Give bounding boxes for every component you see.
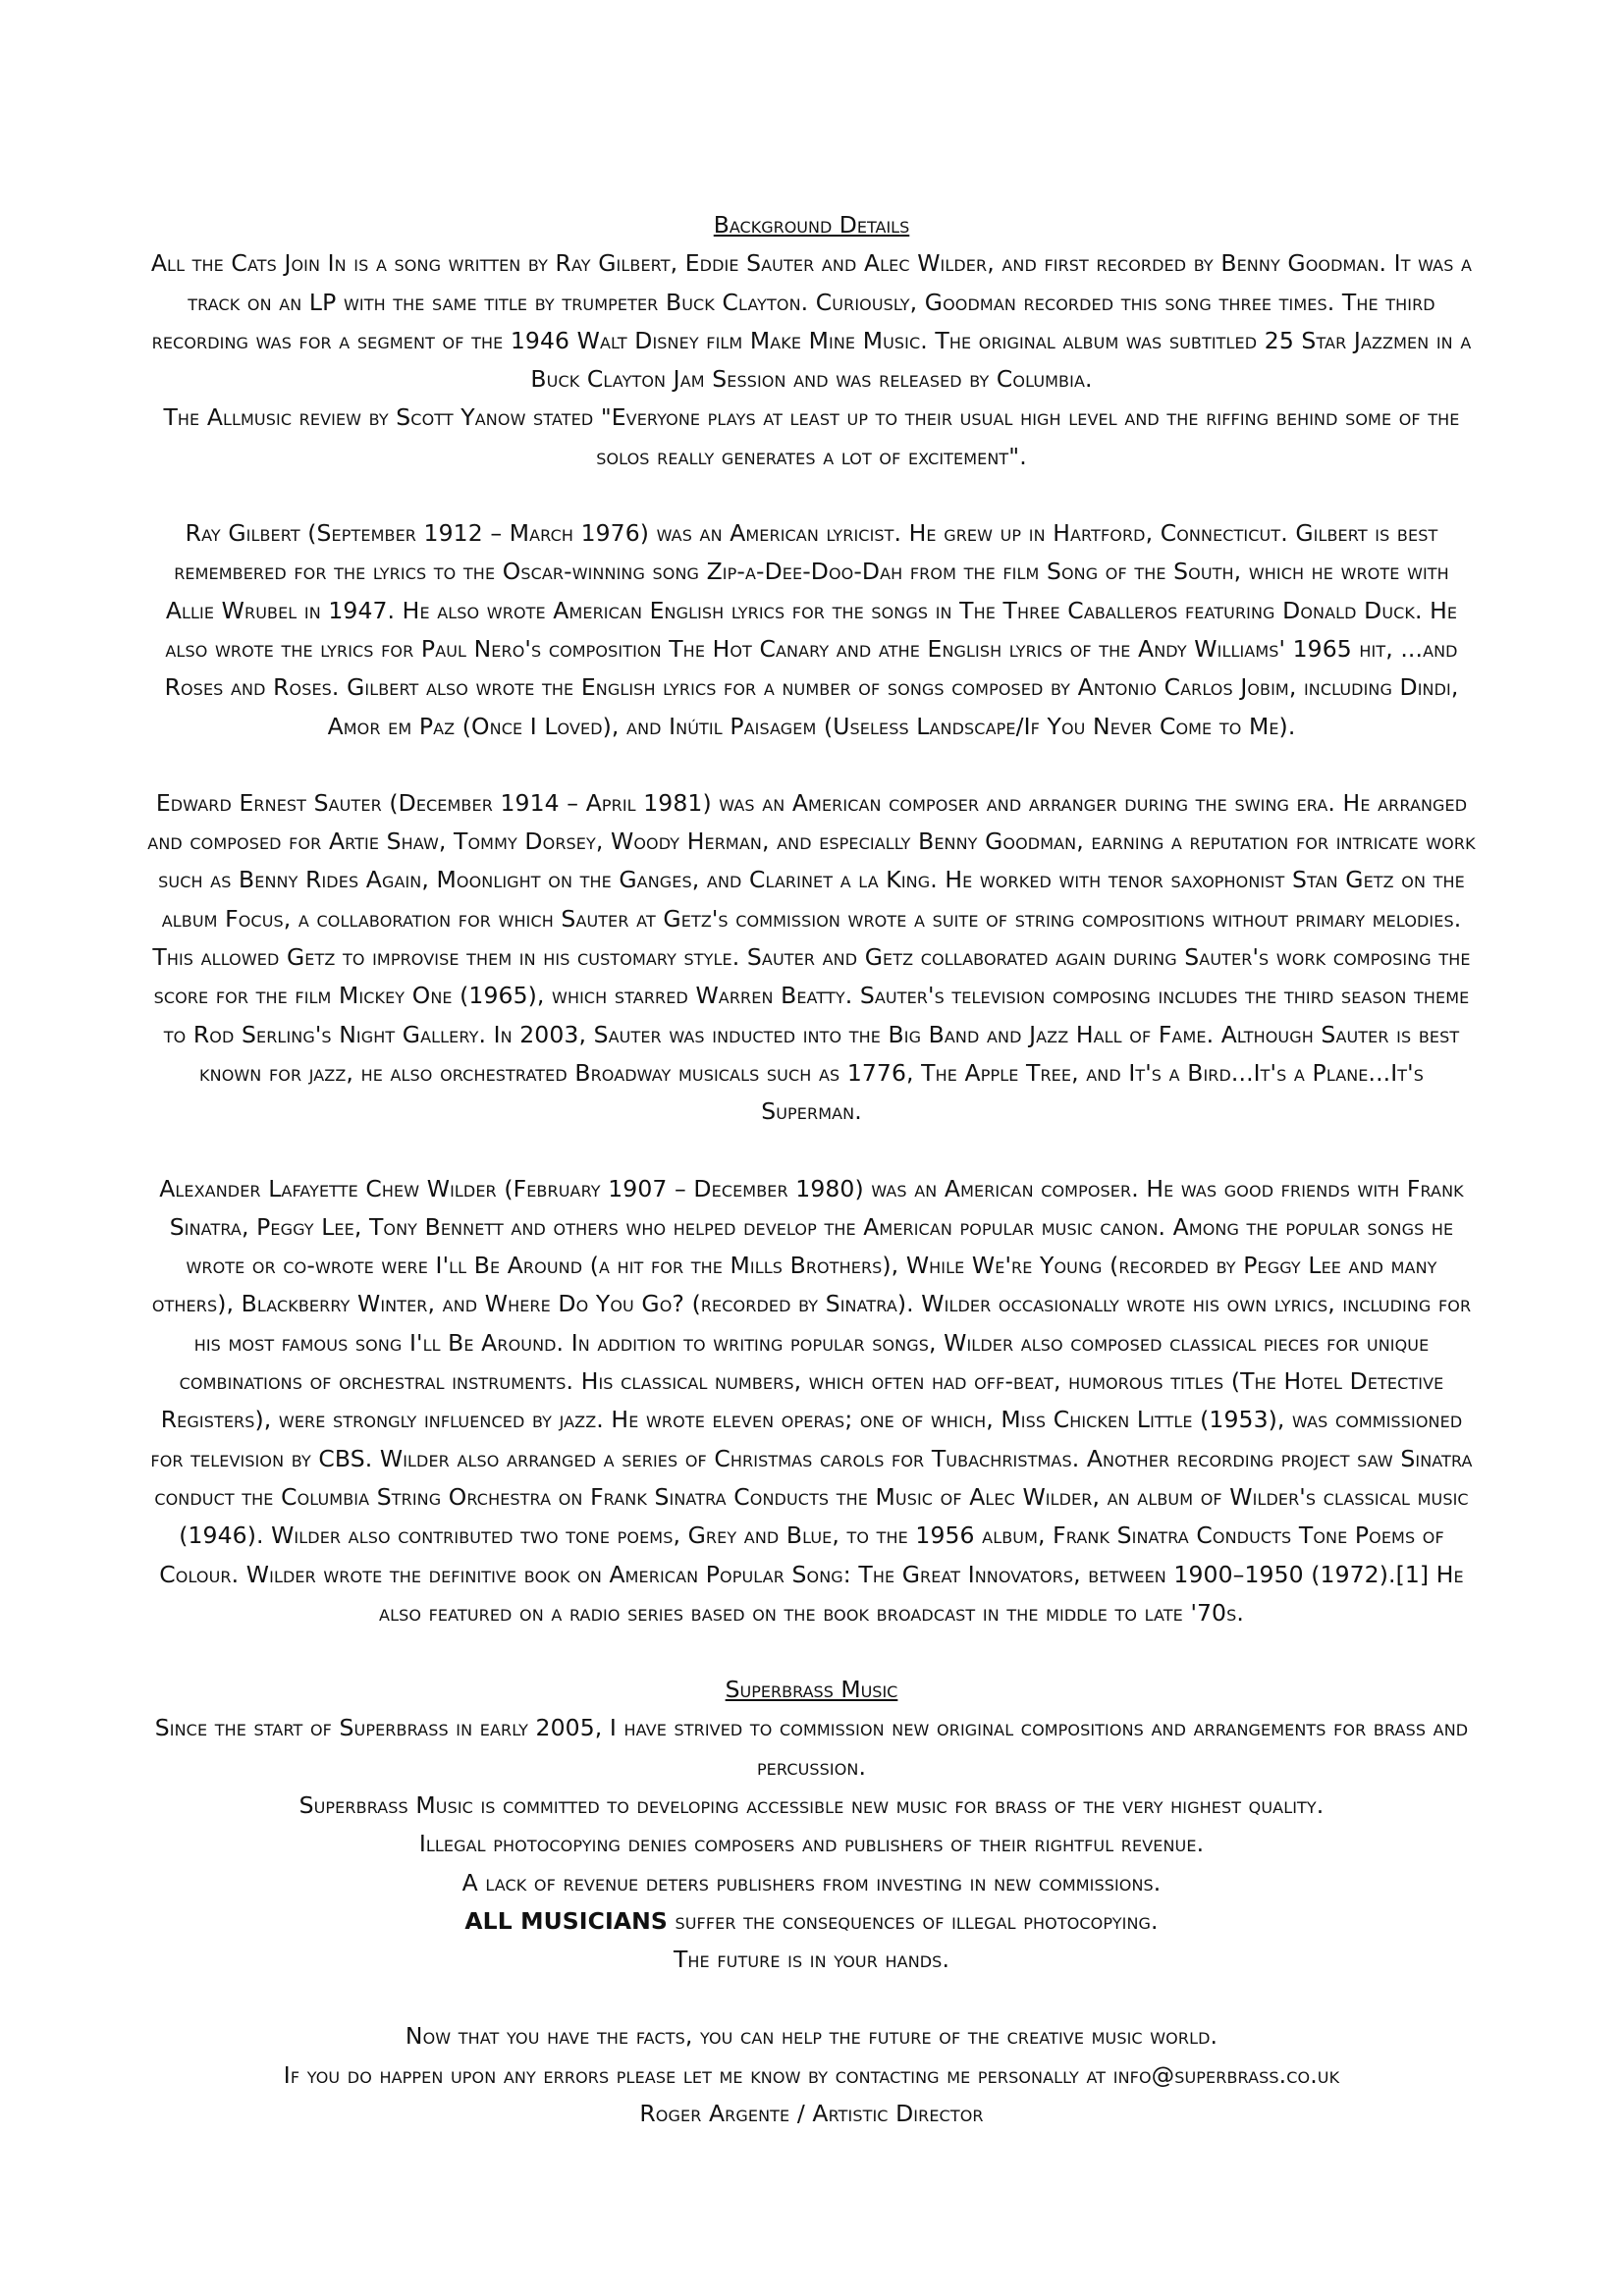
signature: Roger Argente / Artistic Director <box>639 2100 984 2128</box>
superbrass-line-3: Illegal photocopying denies composers and publishers of their rightful revenue. <box>418 1830 1205 1858</box>
superbrass-heading: Superbrass Music <box>725 1676 898 1704</box>
eddie-sauter-bio: Edward Ernest Sauter (December 1914 – April 1981) was an American composer and arranger during the swing era. He arranged and composed for Artie Shaw, Tommy Dorsey, Woody Herman, and especially Benny Goodman, earning a reputation for intricate work such as Benny Rides Again, Moonlight on the Ganges, and Clarinet a la King. He worked with tenor saxophonist Stan Getz on the album Focus, a collaboration for which Sauter at Getz's commission wrote a suite of string compositions without primary melodies. This allowed Getz to improvise them in his customary style. Sauter and Getz collaborated again during Sauter's work composing the score for the film Mickey One (1965), which starred Warren Beatty. Sauter's television composing includes the third season theme to Rod Serling's Night Gallery. In 2003, Sauter was inducted into the Big Band and Jazz Hall of Fame. Although Sauter is best known for jazz, he also orchestrated Broadway musicals such as 1776, The Apple Tree, and It's a Bird...It's a Plane...It's Superman. <box>147 788 1476 1126</box>
all-musicians-emphasis: ALL MUSICIANS <box>464 1906 668 1935</box>
spacer <box>147 1632 1476 1671</box>
background-intro: All the Cats Join In is a song written by Ray Gilbert, Eddie Sauter and Alec Wilder, and first recorded by Benny Goodman. It was a track on an LP with the same title by trumpeter Buck Clayton. Curiously, Goodman recorded this song three times. The third recording was for a segment of the 1946 Walt Disney film Make Mine Music. The original album was subtitled 25 Star Jazzmen in a Buck Clayton Jam Session and was released by Columbia. <box>150 249 1473 394</box>
spacer <box>147 476 1476 514</box>
allmusic-review: The Allmusic review by Scott Yanow stated "Everyone plays at least up to their usual high level and the riffing behind some of the solos really generates a lot of excitement". <box>163 403 1460 470</box>
ray-gilbert-bio: Ray Gilbert (September 1912 – March 1976) was an American lyricist. He grew up in Hartford, Connecticut. Gilbert is best remembered for the lyrics to the Oscar-winning song Zip-a-Dee-Doo-Dah from the film Song of the South, which he wrote with Allie Wrubel in 1947. He also wrote American English lyrics for the songs in The Three Caballeros featuring Donald Duck. He also wrote the lyrics for Paul Nero's composition The Hot Canary and athe English lyrics of the Andy Williams' 1965 hit, ...and Roses and Roses. Gilbert also wrote the English lyrics for a number of songs composed by Antonio Carlos Jobim, including Dindi, Amor em Paz (Once I Loved), and Inútil Paisagem (Useless Landscape/If You Never Come to Me). <box>164 519 1459 740</box>
superbrass-line-2: Superbrass Music is committed to developing accessible new music for brass of the very highest quality. <box>298 1790 1325 1819</box>
closing-line-1: Now that you have the facts, you can help the future of the creative music world. <box>405 2022 1218 2051</box>
closing-line-2: If you do happen upon any errors please let me know by contacting me personally at info@superbrass.co.uk <box>283 2060 1340 2089</box>
spacer <box>147 1132 1476 1170</box>
superbrass-line-4: A lack of revenue deters publishers from investing in new commissions. <box>461 1868 1162 1896</box>
document-page <box>147 206 1476 2133</box>
spacer <box>147 1979 1476 2017</box>
alec-wilder-bio: Alexander Lafayette Chew Wilder (February 1907 – December 1980) was an American composer. He was good friends with Frank Sinatra, Peggy Lee, Tony Bennett and others who helped develop the American popular music canon. Among the popular songs he wrote or co-wrote were I'll Be Around (a hit for the Mills Brothers), While We're Young (recorded by Peggy Lee and many others), Blackberry Winter, and Where Do You Go? (recorded by Sinatra). Wilder occasionally wrote his own lyrics, including for his most famous song I'll Be Around. In addition to writing popular songs, Wilder also composed classical pieces for unique combinations of orchestral instruments. His classical numbers, which often had off-beat, humorous titles (The Hotel Detective Registers), were strongly influenced by jazz. He wrote eleven operas; one of which, Miss Chicken Little (1953), was commissioned for television by CBS. Wilder also arranged a series of Christmas carols for Tubachristmas. Another recording project saw Sinatra conduct the Columbia String Orchestra on Frank Sinatra Conducts the Music of Alec Wilder, an album of Wilder's classical music (1946). Wilder also contributed two tone poems, Grey and Blue, to the 1956 album, Frank Sinatra Conducts Tone Poems of Colour. Wilder wrote the definitive book on American Popular Song: The Great Innovators, between 1900–1950 (1972).[1] He also featured on a radio series based on the book broadcast in the middle to late '70s. <box>150 1174 1473 1627</box>
superbrass-line-5 <box>147 1902 1476 1941</box>
background-heading: Background Details <box>713 211 910 239</box>
superbrass-line-6: The future is in your hands. <box>673 1946 950 1974</box>
superbrass-line-1: Since the start of Superbrass in early 2005, I have strived to commission new original compositions and arrangements for brass and percussion. <box>154 1714 1469 1781</box>
spacer <box>147 746 1476 784</box>
superbrass-line-5-rest: suffer the consequences of illegal photocopying. <box>667 1906 1159 1935</box>
